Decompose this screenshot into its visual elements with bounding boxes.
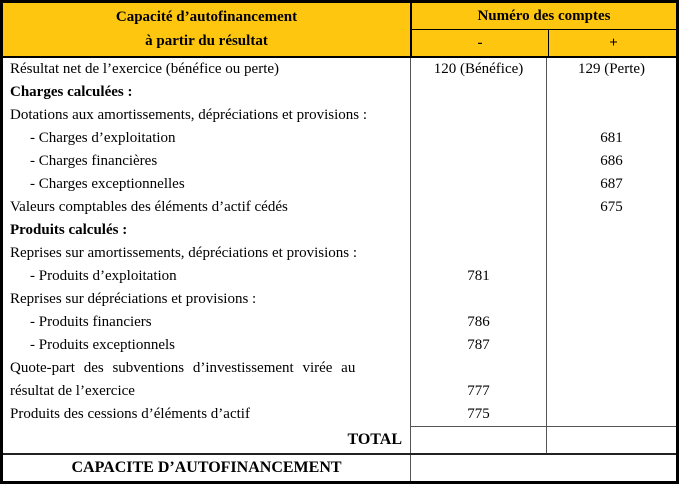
row-label: Quote-part des subventions d’investissement virée au	[10, 360, 356, 376]
row-minus-value	[410, 242, 546, 265]
total-plus-cell	[546, 426, 676, 453]
row-label: résultat de l’exercice	[10, 383, 135, 399]
row-plus-value	[546, 380, 676, 403]
row-minus-value	[410, 196, 546, 219]
row-minus-value	[410, 288, 546, 311]
row-plus-value	[546, 334, 676, 357]
row-plus-value: 681	[546, 127, 676, 150]
row-plus-value	[546, 311, 676, 334]
row-minus-value	[410, 81, 546, 104]
caf-row	[3, 453, 676, 481]
row-label: - Produits financiers	[30, 314, 152, 330]
row-minus-value	[410, 357, 546, 380]
row-label: Charges calculées :	[10, 84, 133, 100]
row-label: Produits des cessions d’éléments d’actif	[10, 406, 250, 422]
row-minus-value: 787	[410, 334, 546, 357]
accounts-header-title: Numéro des comptes	[412, 3, 676, 30]
total-row	[3, 426, 676, 453]
table-title	[3, 3, 410, 56]
row-plus-value	[546, 403, 676, 426]
column-header-plus: +	[548, 30, 678, 56]
row-minus-value	[410, 127, 546, 150]
row-minus-value: 786	[410, 311, 546, 334]
row-label: Produits calculés :	[10, 222, 128, 238]
row-plus-value	[546, 265, 676, 288]
row-plus-value	[546, 357, 676, 380]
row-plus-value	[546, 288, 676, 311]
row-label: Reprises sur dépréciations et provisions :	[10, 291, 257, 307]
table-body	[3, 58, 676, 426]
table-title-line1: Capacité d’autofinancement	[115, 9, 298, 26]
row-minus-value: 120 (Bénéfice)	[410, 58, 546, 81]
row-label: - Charges exceptionnelles	[30, 176, 185, 192]
row-plus-value	[546, 81, 676, 104]
row-minus-value	[410, 173, 546, 196]
table-title-line2: à partir du résultat	[145, 32, 268, 49]
table-header	[3, 3, 676, 58]
row-minus-value: 775	[410, 403, 546, 426]
row-plus-value	[546, 104, 676, 127]
row-label: - Charges d’exploitation	[30, 130, 176, 146]
row-label: Valeurs comptables des éléments d’actif cédés	[10, 199, 288, 215]
row-minus-value	[410, 104, 546, 127]
caf-value-cell	[410, 455, 676, 481]
row-plus-value: 129 (Perte)	[546, 58, 676, 81]
row-plus-value	[546, 242, 676, 265]
row-label: - Charges financières	[30, 153, 158, 169]
row-plus-value: 687	[546, 173, 676, 196]
accounts-header	[410, 3, 676, 56]
row-label: Reprises sur amortissements, dépréciations et provisions :	[10, 245, 358, 261]
row-minus-value: 781	[410, 265, 546, 288]
row-label: Résultat net de l’exercice (bénéfice ou perte)	[10, 61, 280, 77]
row-plus-value	[546, 219, 676, 242]
row-minus-value: 777	[410, 380, 546, 403]
row-plus-value: 675	[546, 196, 676, 219]
row-minus-value	[410, 219, 546, 242]
row-label: - Produits exceptionnels	[30, 337, 175, 353]
accounts-sign-row	[412, 30, 676, 56]
row-plus-value: 686	[546, 150, 676, 173]
row-label: - Produits d’exploitation	[30, 268, 177, 284]
row-minus-value	[410, 150, 546, 173]
total-minus-cell	[410, 426, 546, 453]
row-label: Dotations aux amortissements, dépréciations et provisions :	[10, 107, 368, 123]
total-label: TOTAL	[347, 431, 402, 448]
column-header-minus: -	[477, 34, 483, 51]
caf-label: CAPACITE D’AUTOFINANCEMENT	[71, 459, 342, 476]
